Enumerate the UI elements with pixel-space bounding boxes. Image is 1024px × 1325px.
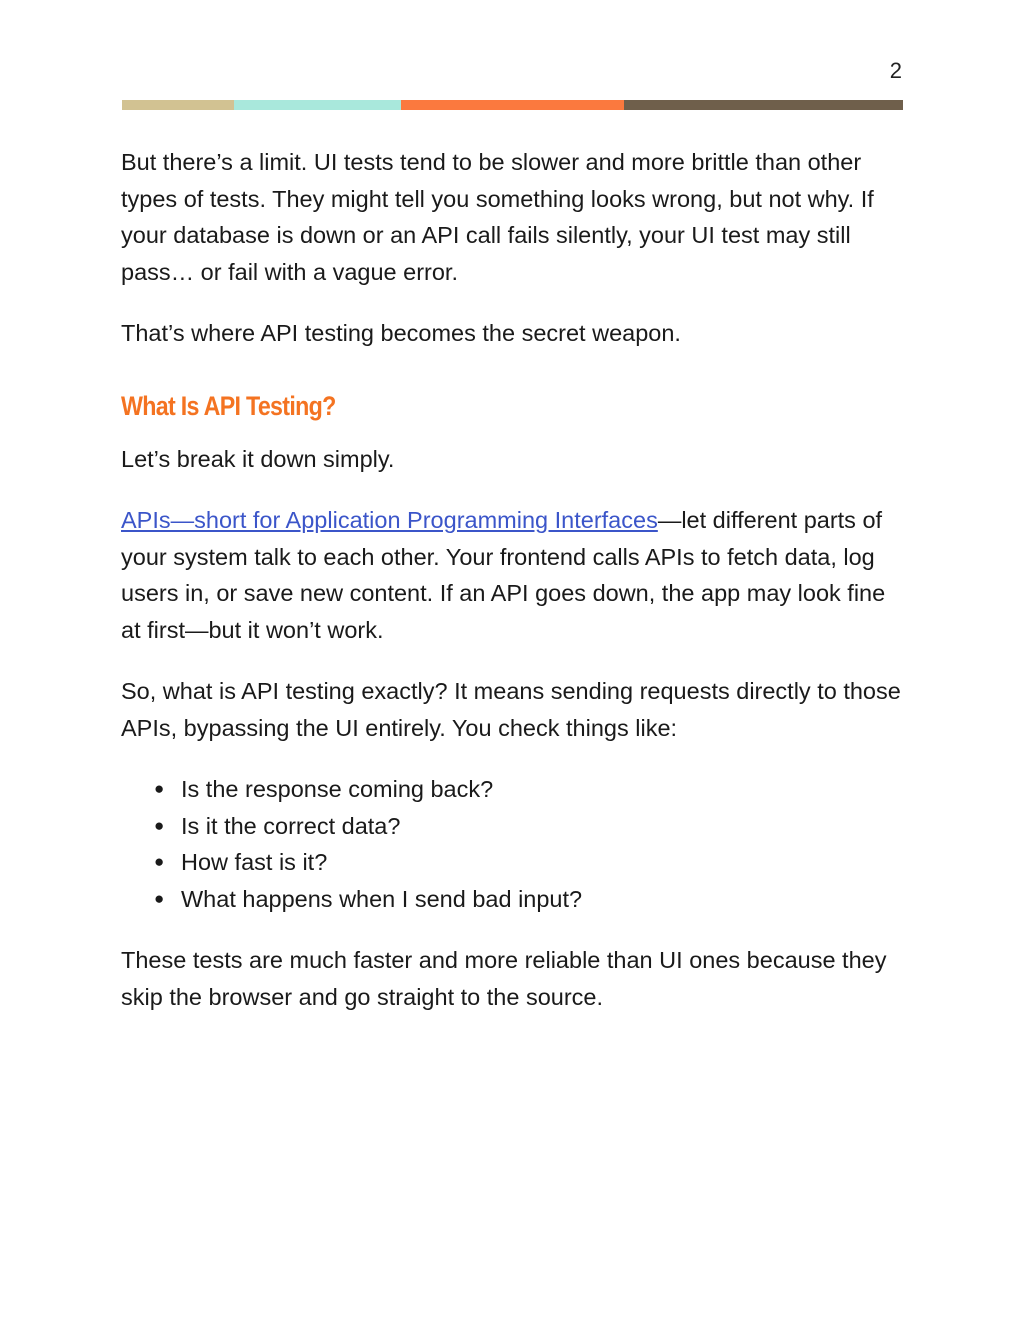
list-item <box>121 881 911 918</box>
color-bar-segment-tan <box>122 100 234 110</box>
list-item <box>121 808 911 845</box>
bullet-icon: ● <box>154 888 165 908</box>
paragraph-break-down: Let’s break it down simply. <box>121 445 395 472</box>
header-color-bar <box>122 100 903 110</box>
list-item <box>121 771 911 808</box>
list-item <box>121 844 911 881</box>
document-body <box>121 144 911 1040</box>
apis-link[interactable]: APIs—short for Application Programming Interfaces <box>121 507 658 533</box>
paragraph-what-is: So, what is API testing exactly? It means sending requests directly to those APIs, bypassing the UI entirely. You check things like: <box>121 678 901 741</box>
bullet-icon: ● <box>154 779 165 798</box>
color-bar-segment-aqua <box>234 100 401 110</box>
paragraph-apis <box>121 502 911 648</box>
list-item-text: Is the response coming back? <box>181 776 494 802</box>
list-item-text: Is it the correct data? <box>181 812 401 839</box>
section-heading: What Is API Testing? <box>121 390 336 421</box>
bullet-icon: ● <box>154 852 165 871</box>
page-number: 2 <box>889 58 902 83</box>
paragraph-secret-weapon: That’s where API testing becomes the secret weapon. <box>121 320 681 346</box>
list-item-text: What happens when I send bad input? <box>181 885 583 912</box>
paragraph-apis-text: —let different parts of your system talk to each other. Your frontend calls APIs to fetch data, log users in, or save new content. If an API goes down, the app may look fine at first—but it won’t work. <box>121 507 886 643</box>
bullet-icon: ● <box>154 815 165 835</box>
list-item-text: How fast is it? <box>181 849 328 875</box>
color-bar-segment-orange <box>401 100 624 110</box>
color-bar-segment-brown <box>624 100 903 110</box>
paragraph-conclusion: These tests are much faster and more reliable than UI ones because they skip the browser and go straight to the source. <box>121 947 887 1010</box>
checks-list <box>121 771 911 917</box>
paragraph-limit: But there’s a limit. UI tests tend to be slower and more brittle than other types of tests. They might tell you something looks wrong, but not why. If your database is down or an API call fails silently, your UI test may still pass… or fail with a vague error. <box>121 149 874 285</box>
